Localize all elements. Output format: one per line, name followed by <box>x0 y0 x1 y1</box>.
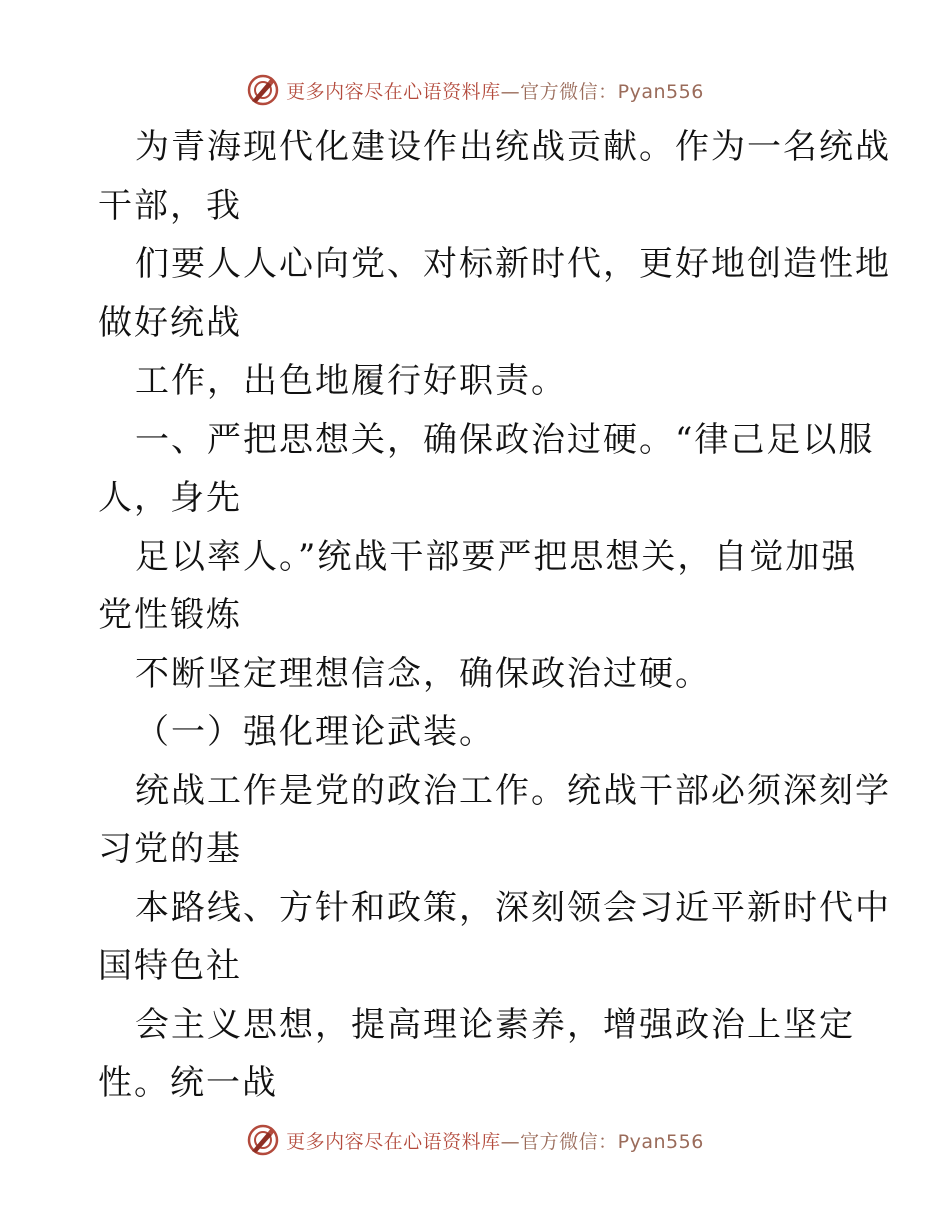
text-line: 习党的基 <box>98 829 242 869</box>
text-line: 人，身先 <box>98 478 242 518</box>
text-line: 干部，我 <box>98 185 242 226</box>
text-line: 统战工作是党的政治工作。统战干部必须深刻学 <box>135 770 891 811</box>
footer-banner <box>0 1120 950 1160</box>
footer-banner-text <box>286 1127 704 1154</box>
text-line: 本路线、方针和政策，深刻领会习近平新时代中 <box>135 887 891 928</box>
text-line: 性。统一战 <box>98 1063 278 1103</box>
document-body <box>98 118 891 1113</box>
text-line: 为青海现代化建设作出统战贡献。作为一名统战 <box>135 127 891 167</box>
text-line: 会主义思想，提高理论素养，增强政治上坚定 <box>135 1004 855 1045</box>
text-line: 们要人人心向党、对标新时代，更好地创造性地 <box>135 244 891 284</box>
pen-logo-icon <box>246 1123 280 1157</box>
banner-separator: — <box>500 1130 521 1153</box>
text-line: （一）强化理论武装。 <box>135 712 495 752</box>
header-banner-text <box>286 77 704 104</box>
header-banner <box>0 70 950 110</box>
banner-official-text: 官方微信：Pyan556 <box>520 1130 704 1153</box>
banner-main-text: 更多内容尽在心语资料库 <box>286 1130 501 1153</box>
banner-main-text: 更多内容尽在心语资料库 <box>286 80 501 103</box>
text-line: 一、严把思想关，确保政治过硬。“律己足以服 <box>135 419 875 460</box>
text-line: 不断坚定理想信念，确保政治过硬。 <box>135 653 711 694</box>
text-line: 做好统战 <box>98 302 242 343</box>
text-line: 足以率人。”统战干部要严把思想关，自觉加强 <box>135 536 858 577</box>
pen-logo-icon <box>246 73 280 107</box>
banner-separator: — <box>500 80 521 103</box>
text-line: 党性锻炼 <box>98 595 242 635</box>
banner-official-text: 官方微信：Pyan556 <box>520 80 704 103</box>
text-line: 工作，出色地履行好职责。 <box>135 361 567 401</box>
text-line: 国特色社 <box>98 946 242 986</box>
